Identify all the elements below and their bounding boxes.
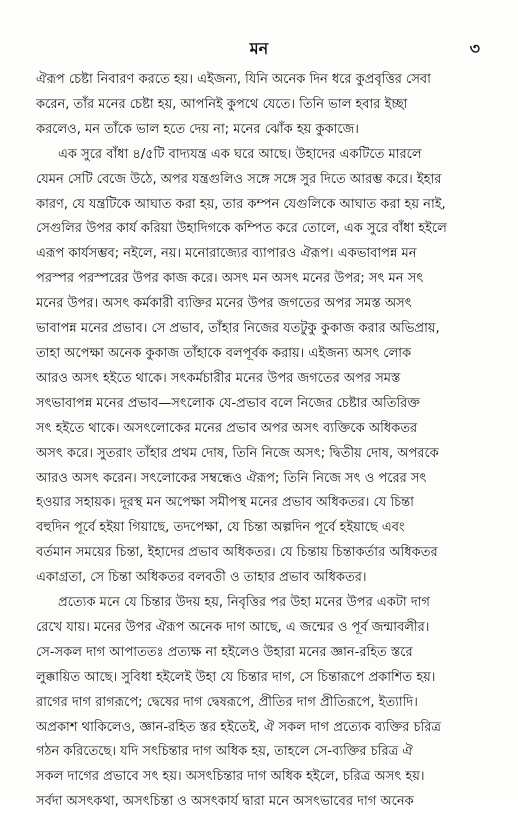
text-line: সকল দাগের প্রভাবে সৎ হয়। অসৎচিন্তার দাগ অধিক হইলে, চরিত্র অসৎ হয়। [36, 769, 425, 785]
text-line: করেন, তাঁর মনের চেষ্টা হয়, আপনিই কুপথে যেতে। তিনি ভাল হবার ইচ্ছা [36, 96, 408, 112]
text-line: সেগুলির উপর কার্য করিয়া উহাদিগকে কম্পিত করে তোলে, এক সুরে বাঁধা হইলে [36, 221, 447, 237]
text-line: মনের উপর। অসৎ কর্মকারী ব্যক্তির মনের উপর জগতের অপর সমস্ত অসৎ [36, 296, 412, 312]
text-line: বর্তমান সময়ের চিন্তা, ইহাদের প্রভাব অধিকতর। যে চিন্তায় চিন্তাকর্তার অধিকতর [36, 545, 438, 561]
text-line: হওয়ার সহায়ক। দূরস্থ মন অপেক্ষা সমীপস্থ মনের প্রভাব অধিকতর। যে চিন্তা [36, 495, 414, 511]
text-line: রাগের দাগ রাগরূপে; দ্বেষের দাগ দ্বেষরূপে, প্রীতির দাগ প্রীতিরূপে, ইত্যাদি। [36, 694, 418, 710]
text-line: যেমন সেটি বেজে উঠে, অপর যন্ত্রগুলিও সঙ্গে সঙ্গে সুর দিতে আরম্ভ করে। ইহার [36, 171, 442, 187]
text-line: অপ্রকাশ থাকিলেও, জ্ঞান-রহিত স্তর হইতেই, ঐ সকল দাগ প্রত্যেক ব্যক্তির চরিত্র [36, 719, 441, 735]
text-line: সৎভাবাপন্ন মনের প্রভাব—সৎলোক যে-প্রভাব বলে নিজের চেষ্টার অতিরিক্ত [36, 395, 420, 411]
text-line: লুক্কায়িত আছে। সুবিধা হইলেই উহা যে চিন্তার দাগ, সে চিন্তারূপে প্রকাশিত হয়। [36, 669, 436, 685]
text-line: পরস্পর পরস্পরের উপর কাজ করে। অসৎ মন অসৎ মনের উপর; সৎ মন সৎ [36, 271, 424, 287]
text-line: সর্বদা অসৎকথা, অসৎচিন্তা ও অসৎকার্য দ্বারা মনে অসৎভাবের দাগ অনেক [36, 794, 414, 810]
page-number: ৩ [469, 39, 480, 58]
text-line: এক সুরে বাঁধা ৪/৫টি বাদ্যযন্ত্র এক ঘরে আছে। উহাদের একটিতে মারলে [58, 146, 422, 162]
text-line: সে-সকল দাগ আপাততঃ প্রত্যক্ষ না হইলেও উহারা মনের জ্ঞান-রহিত স্তরে [36, 644, 413, 660]
running-head: মন [249, 39, 269, 58]
text-line: সৎ হইতে থাকে। অসৎলোকের মনের প্রভাব অপর অসৎ ব্যক্তিকে অধিকতর [36, 420, 418, 436]
text-line: এরূপ কার্যসম্ভব; নইলে, নয়। মনোরাজ্যের ব্যাপারও ঐরূপ। একভাবাপন্ন মন [36, 246, 417, 262]
text-line: কারণ, যে যন্ত্রটিকে আঘাত করা হয়, তার কম্পন যেগুলিকে আঘাত করা হয় নাই, [36, 196, 446, 212]
body-text [36, 68, 488, 815]
text-line: করলেও, মন তাঁকে ভাল হতে দেয় না; মনের ঝোঁক হয় কুকাজে। [36, 121, 359, 137]
text-line: ঐরূপ চেষ্টা নিবারণ করতে হয়। এইজন্য, যিনি অনেক দিন ধরে কুপ্রবৃত্তির সেবা [36, 72, 431, 87]
text-line: একাগ্রতা, সে চিন্তা অধিকতর বলবতী ও তাহার প্রভাব অধিকতর। [36, 570, 367, 586]
text-line: ভাবাপন্ন মনের প্রভাব। সে প্রভাব, তাঁহার নিজের যতটুকু কুকাজ করার অভিপ্রায়, [36, 321, 440, 337]
text-line: তাহা অপেক্ষা অনেক কুকাজ তাঁহাকে বলপূর্বক করায়। এইজন্য অসৎ লোক [36, 345, 412, 361]
page-header [0, 36, 518, 60]
text-line: আরও অসৎ করেন। সৎলোকের সম্বন্ধেও ঐরূপ; তিনি নিজে সৎ ও পরের সৎ [36, 470, 427, 486]
text-line: অসৎ করে। সুতরাং তাঁহার প্রথম দোষ, তিনি নিজে অসৎ; দ্বিতীয় দোষ, অপরকে [36, 445, 439, 461]
text-line: বহুদিন পূর্বে হইয়া গিয়াছে, তদপেক্ষা, যে চিন্তা অল্পদিন পূর্বে হইয়াছে এবং [36, 520, 405, 536]
text-line: আরও অসৎ হইতে থাকে। সৎকর্মচারীর মনের উপর জগতের অপর সমস্ত [36, 370, 401, 386]
text-line: প্রত্যেক মনে যে চিন্তার উদয় হয়, নিবৃত্তির পর উহা মনের উপর একটা দাগ [58, 595, 430, 611]
text-line: গঠন করিতেছে। যদি সৎচিন্তার দাগ অধিক হয়, তাহলে সে-ব্যক্তির চরিত্র ঐ [36, 744, 413, 760]
text-line: রেখে যায়। মনের উপর ঐরূপ অনেক দাগ আছে, এ জন্মের ও পূর্ব জন্মাবলীর। [36, 619, 430, 635]
